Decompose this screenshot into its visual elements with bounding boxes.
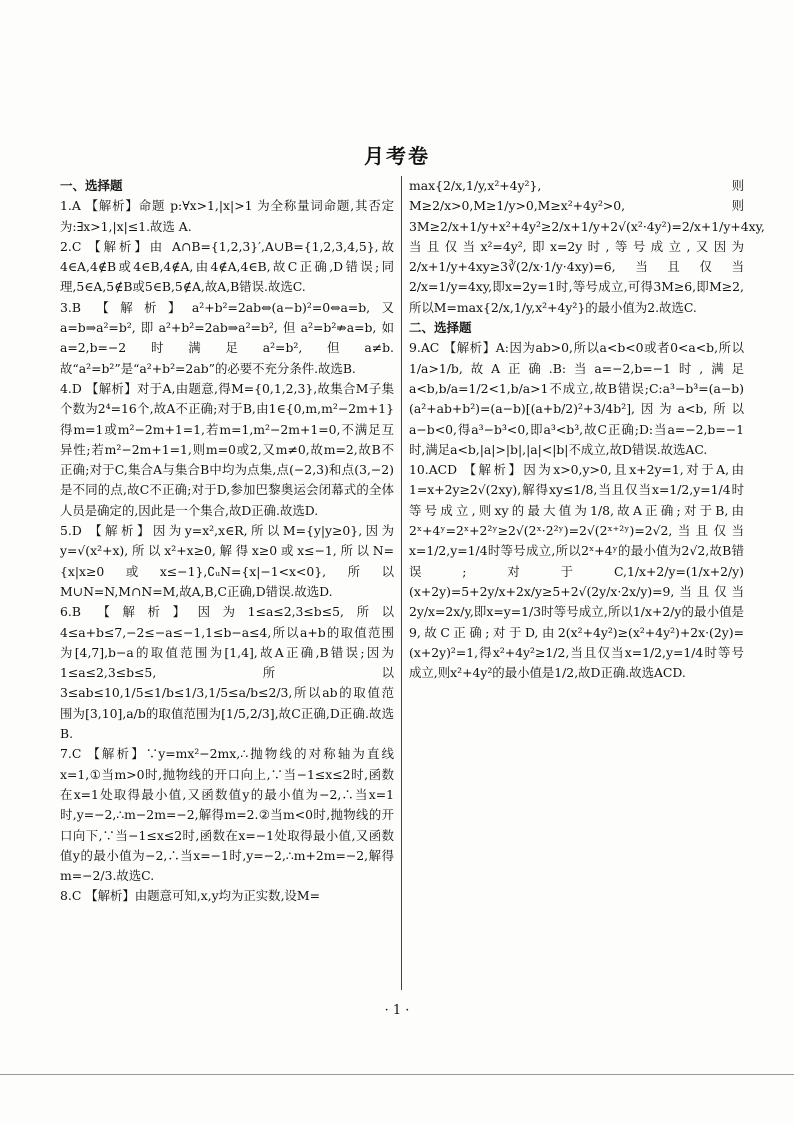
- answer-item: 4.D 【解析】对于A,由题意,得M={0,1,2,3},故集合M子集个数为2⁴=16个,故A不正确;对于B,由1∈{0,m,m²−2m+1}得m=1或m²−2m+1=1,若m=1,m²−2m+1=0,不满足互异性;若m²−2m+1=1,则m=0或2,又m≠0,故m=2,故B不正确;对于C,集合A与集合B中均为点集,点(−2,3)和点(3,−2)是不同的点,故C不正确;对于D,参加巴黎奥运会闭幕式的全体人员是确定的,因此是一个集合,故D正确.故选D.: [60, 380, 394, 518]
- answer-item: 5.D 【解析】因为y=x²,x∈R,所以M={y|y≥0},因为y=√(x²+x),所以x²+x≥0,解得x≥0或x≤−1,所以N={x|x≥0或x≤−1},∁ᵤN={x|−1<x<0},所以M∪N=N,M∩N=M,故A,B,C正确,D错误.故选D.: [60, 523, 394, 599]
- bottom-rule: [0, 1074, 794, 1075]
- answer-item: 1.A 【解析】命题 p:∀x>1,|x|>1 为全称量词命题,其否定为:∃x>1,|x|≤1.故选 A.: [60, 198, 394, 234]
- answer-item: 8.C 【解析】由题意可知,x,y均为正实数,设M=: [60, 888, 320, 904]
- answer-item: 6.B 【解析】因为1≤a≤2,3≤b≤5,所以4≤a+b≤7,−2≤−a≤−1,1≤b−a≤4,所以a+b的取值范围为[4,7],b−a的取值范围为[1,4],故A正确,B错误;因为1≤a≤2,3≤b≤5,所以3≤ab≤10,1/5≤1/b≤1/3,1/5≤a/b≤2/3,所以ab的取值范围为[3,10],a/b的取值范围为[1/5,2/3],故C正确,D正确.故选B.: [60, 604, 394, 742]
- left-column: [60, 176, 394, 907]
- column-divider: [401, 176, 402, 990]
- answer-item: 9.AC 【解析】A:因为ab>0,所以a<b<0或者0<a<b,所以1/a>1/b,故A正确.B:当a=−2,b=−1时,满足a<b,b/a=1/2<1,b/a>1不成立,故B错误;C:a³−b³=(a−b)(a²+ab+b²)=(a−b)[(a+b/2)²+3/4b²],因为a<b,所以a−b<0,得a³−b³<0,即a³<b³,故C正确;D:当a=−2,b=−1时,满足a<b,|a|>|b|,|a|<|b|不成立,故D错误.故选AC.: [409, 340, 744, 457]
- answer-item-continued: max{2/x,1/y,x²+4y²},则M≥2/x>0,M≥1/y>0,M≥x²+4y²>0,则3M≥2/x+1/y+x²+4y²≥2/x+1/y+2√(x²·4y²)=2/x+1/y+4xy,当且仅当x²=4y²,即x=2y时,等号成立,又因为2/x+1/y+4xy≥3∛(2/x·1/y·4xy)=6,当且仅当2/x=1/y=4xy,即x=2y=1时,等号成立,可得3M≥6,即M≥2,所以M=max{2/x,1/y,x²+4y²}的最小值为2.故选C.: [409, 178, 765, 315]
- right-column: [409, 176, 765, 683]
- section-heading-multi-choice: 二、选择题: [409, 320, 472, 336]
- page-title: 月考卷: [364, 144, 430, 168]
- answer-item: 7.C 【解析】∵y=mx²−2mx,∴抛物线的对称轴为直线x=1,①当m>0时,抛物线的开口向上,∵当−1≤x≤2时,函数在x=1处取得最小值,又函数值y的最小值为−2,∴当x=1时,y=−2,∴m−2m=−2,解得m=2.②当m<0时,抛物线的开口向下,∵当−1≤x≤2时,函数在x=−1处取得最小值,又函数值y的最小值为−2,∴当x=−1时,y=−2,∴m+2m=−2,解得m=−2/3.故选C.: [60, 746, 394, 884]
- answer-item: 10.ACD 【解析】因为x>0,y>0,且x+2y=1,对于A,由1=x+2y≥2√(2xy),解得xy≤1/8,当且仅当x=1/2,y=1/4时等号成立,则xy的最大值为1/8,故A正确;对于B,由2ˣ+4ʸ=2ˣ+2²ʸ≥2√(2ˣ·2²ʸ)=2√(2ˣ⁺²ʸ)=2√2,当且仅当x=1/2,y=1/4时等号成立,所以2ˣ+4ʸ的最小值为2√2,故B错误;对于C,1/x+2/y=(1/x+2/y)(x+2y)=5+2y/x+2x/y≥5+2√(2y/x·2x/y)=9,当且仅当2y/x=2x/y,即x=y=1/3时等号成立,所以1/x+2/y的最小值是9,故C正确;对于D,由2(x²+4y²)≥(x²+4y²)+2x·(2y)=(x+2y)²=1,得x²+4y²≥1/2,当且仅当x=1/2,y=1/4时等号成立,则x²+4y²的最小值是1/2,故D正确.故选ACD.: [409, 462, 744, 681]
- section-heading-choice: 一、选择题: [60, 178, 123, 193]
- page-number: · 1 ·: [384, 1003, 410, 1018]
- answer-item: 3.B 【解析】a²+b²=2ab⇔(a−b)²=0⇔a=b,又a=b⇒a²=b²,即a²+b²=2ab⇒a²=b²,但a²=b²⇏a=b,如a=2,b=−2时满足a²=b²,但a≠b.故“a²=b²”是“a²+b²=2ab”的必要不充分条件.故选B.: [60, 299, 394, 376]
- answer-item: 2.C 【解析】由 A∩B={1,2,3}′,A∪B={1,2,3,4,5},故4∈A,4∉B或4∈B,4∉A,由4∉A,4∈B,故C正确,D错误;同理,5∈A,5∉B或5∈B,5∉A,故A,B错误.故选C.: [60, 238, 394, 295]
